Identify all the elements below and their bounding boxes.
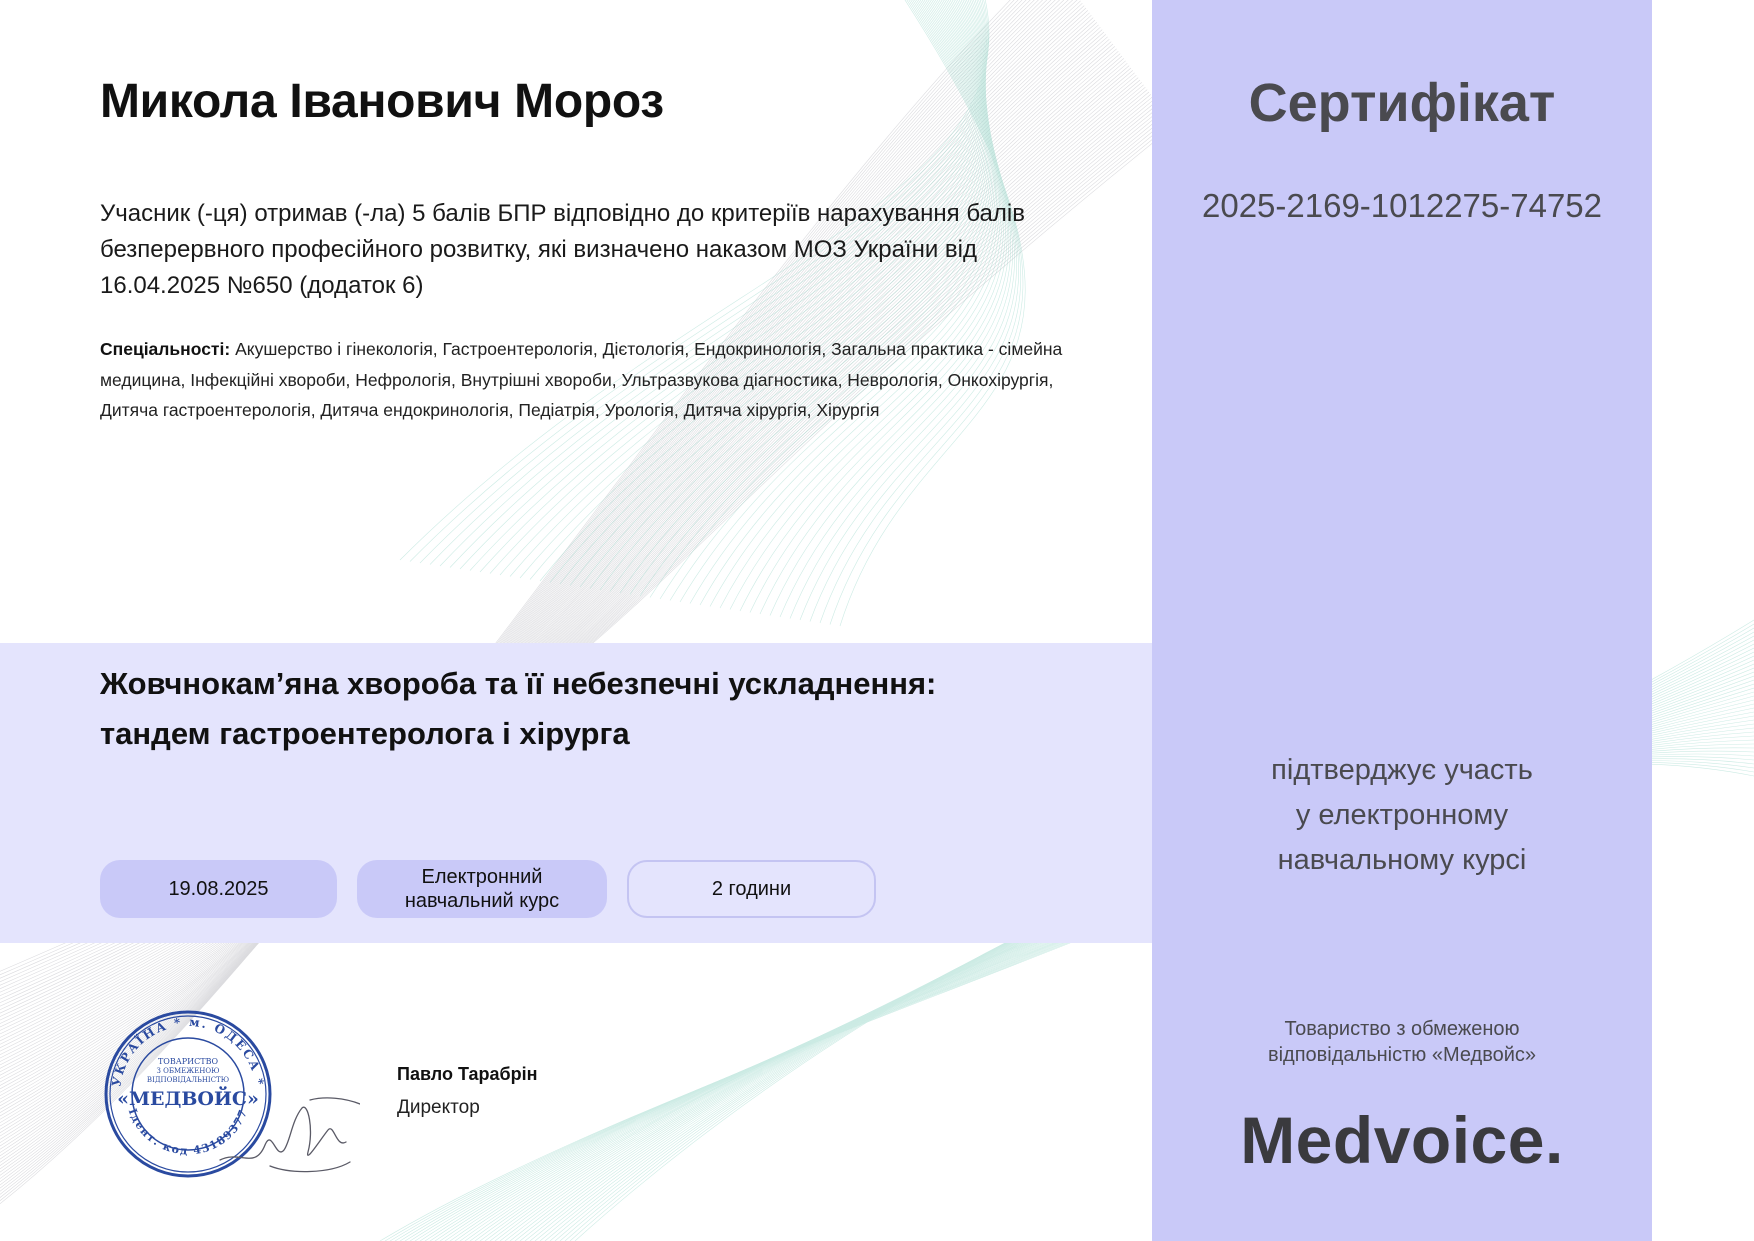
course-title-line-1: Жовчнокам’яна хвороба та її небезпечні ускладнення: — [100, 666, 937, 701]
organization-line-2: відповідальністю «Медвойс» — [1267, 1044, 1537, 1066]
course-title-line-2: тандем гастроентеролога і хірурга — [100, 716, 630, 751]
participant-name: Микола Іванович Мороз — [100, 75, 664, 128]
course-type-line-2: навчальний курс — [404, 890, 560, 912]
confirm-line-2: у електронному — [1295, 799, 1509, 831]
signer-role: Директор — [397, 1097, 480, 1118]
participation-confirmation — [1152, 748, 1652, 883]
specialties-text: Акушерство і гінекологія, Гастроентерологія, Дієтологія, Ендокринологія, Загальна практика - сімейна медицина, Інфекційні хвороби, Нефрологія, Внутрішні хвороби, Ультразвукова діагностика, Неврологія, Онкохірургія, Дитяча гастроентерологія, Дитяча ендокринологія, Педіатрія, Урологія, Дитяча хірургія, Хірургія — [100, 339, 1063, 420]
certificate-title: Сертифікат — [1248, 73, 1556, 133]
course-duration-badge — [627, 860, 876, 918]
course-title — [100, 659, 1060, 759]
course-date-badge — [100, 860, 337, 918]
signer-name: Павло Тарабрін — [397, 1064, 538, 1084]
specialties-label: Спеціальності: — [100, 339, 231, 359]
stamp-center-text: «МЕДВОЙС» — [117, 1088, 259, 1110]
course-date: 19.08.2025 — [168, 878, 269, 900]
stamp-inner-line-1: ТОВАРИСТВО — [157, 1057, 219, 1066]
stamp-outer-text: УКРАЇНА * м. ОДЕСА * — [109, 1014, 267, 1088]
brand-wordmark: Medvoice. — [1240, 1103, 1564, 1177]
stamp-bottom-text: Ідент. код 43189377 — [125, 1106, 251, 1158]
confirm-line-1: підтверджує участь — [1271, 754, 1533, 786]
medvoice-logo — [1152, 1100, 1652, 1180]
specialties-list — [100, 334, 1080, 426]
certificate-number: 2025-2169-1012275-74752 — [1201, 187, 1603, 224]
confirm-line-3: навчальному курсі — [1277, 844, 1527, 876]
course-type-badge — [357, 860, 607, 918]
course-type-line-1: Електронний — [421, 866, 543, 888]
course-duration: 2 години — [711, 878, 792, 900]
cpd-points-statement: Учасник (-ця) отримав (-ла) 5 балів БПР відповідно до критеріїв нарахування балів безперервного професійного розвитку, які визначено наказом МОЗ України від 16.04.2025 №650 (додаток 6) — [100, 200, 1025, 299]
stamp-inner-line-3: ВІДПОВІДАЛЬНІСТЮ — [146, 1076, 230, 1084]
organization-line-1: Товариство з обмеженою — [1284, 1018, 1520, 1040]
handwritten-signature — [210, 1090, 360, 1180]
stamp-inner-line-2: З ОБМЕЖЕНОЮ — [156, 1067, 220, 1075]
organization-name — [1152, 1016, 1652, 1068]
